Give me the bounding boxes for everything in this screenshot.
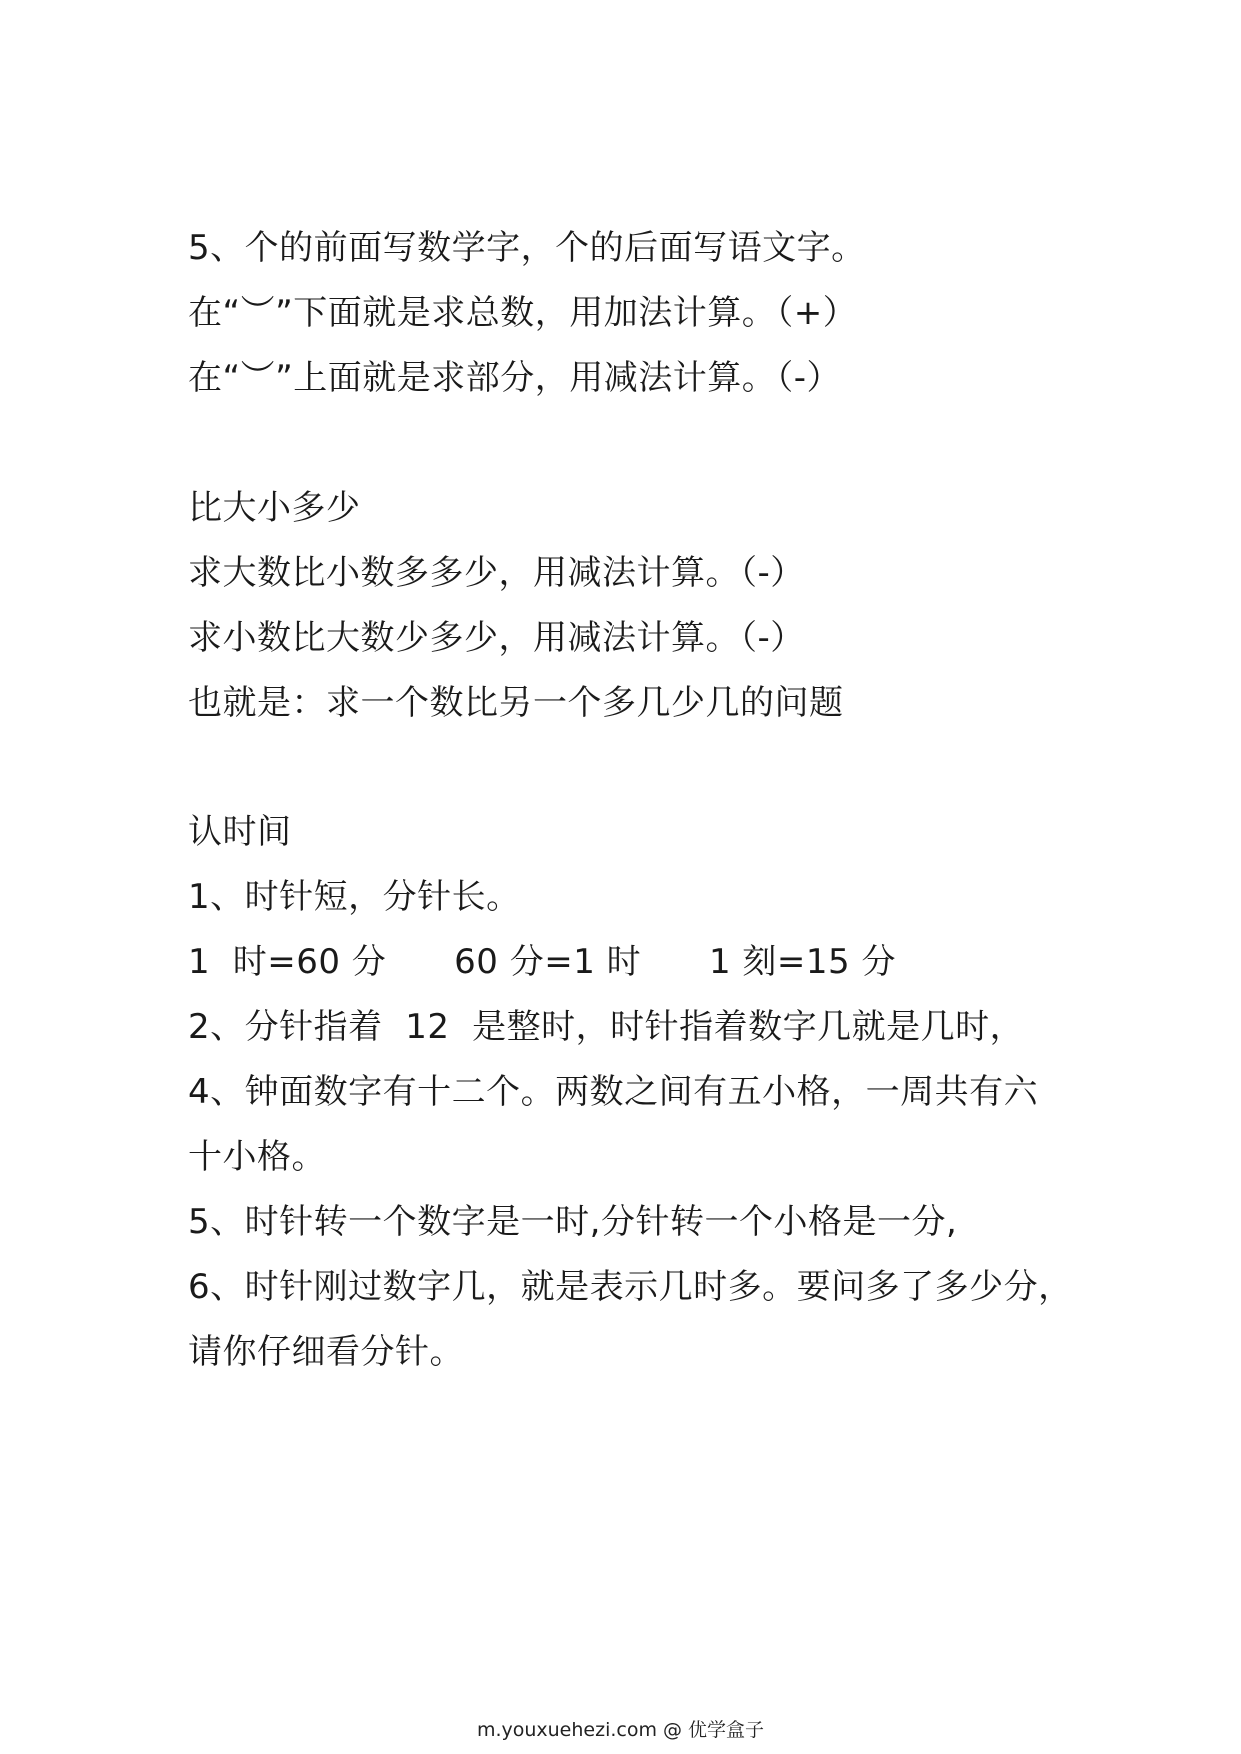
time-line-6a: 6、时针刚过数字几，就是表示几时多。要问多了多少分， <box>188 1267 1073 1307</box>
compare-section-title: 比大小多少 <box>188 488 361 528</box>
time-line-5: 5、时针转一个数字是一时,分针转一个小格是一分, <box>188 1202 958 1242</box>
compare-line-2: 求小数比大数少多少，用减法计算。（-） <box>188 618 805 658</box>
addsub-line-1: 5、个的前面写数学字，个的后面写语文字。 <box>188 228 866 268</box>
time-line-1: 1、时针短，分针长。 <box>188 877 521 917</box>
time-line-3: 2、分针指着 12 是整时，时针指着数字几就是几时， <box>188 1007 1025 1047</box>
time-section-title: 认时间 <box>188 812 292 852</box>
footer-watermark: m.youxuehezi.com @ 优学盒子 <box>476 1719 765 1741</box>
time-line-4b: 十小格。 <box>188 1137 326 1177</box>
compare-line-3: 也就是：求一个数比另一个多几少几的问题 <box>188 683 844 723</box>
addsub-line-3: 在“︶”上面就是求部分，用减法计算。（-） <box>188 358 841 398</box>
compare-line-1: 求大数比小数多多少，用减法计算。（-） <box>188 553 805 593</box>
addsub-line-2: 在“︶”下面就是求总数，用加法计算。（+） <box>188 293 858 333</box>
time-line-2: 1 时=60 分 60 分=1 时 1 刻=15 分 <box>188 942 896 982</box>
time-line-4a: 4、钟面数字有十二个。两数之间有五小格，一周共有六 <box>188 1072 1039 1112</box>
time-line-6b: 请你仔细看分针。 <box>188 1332 464 1372</box>
